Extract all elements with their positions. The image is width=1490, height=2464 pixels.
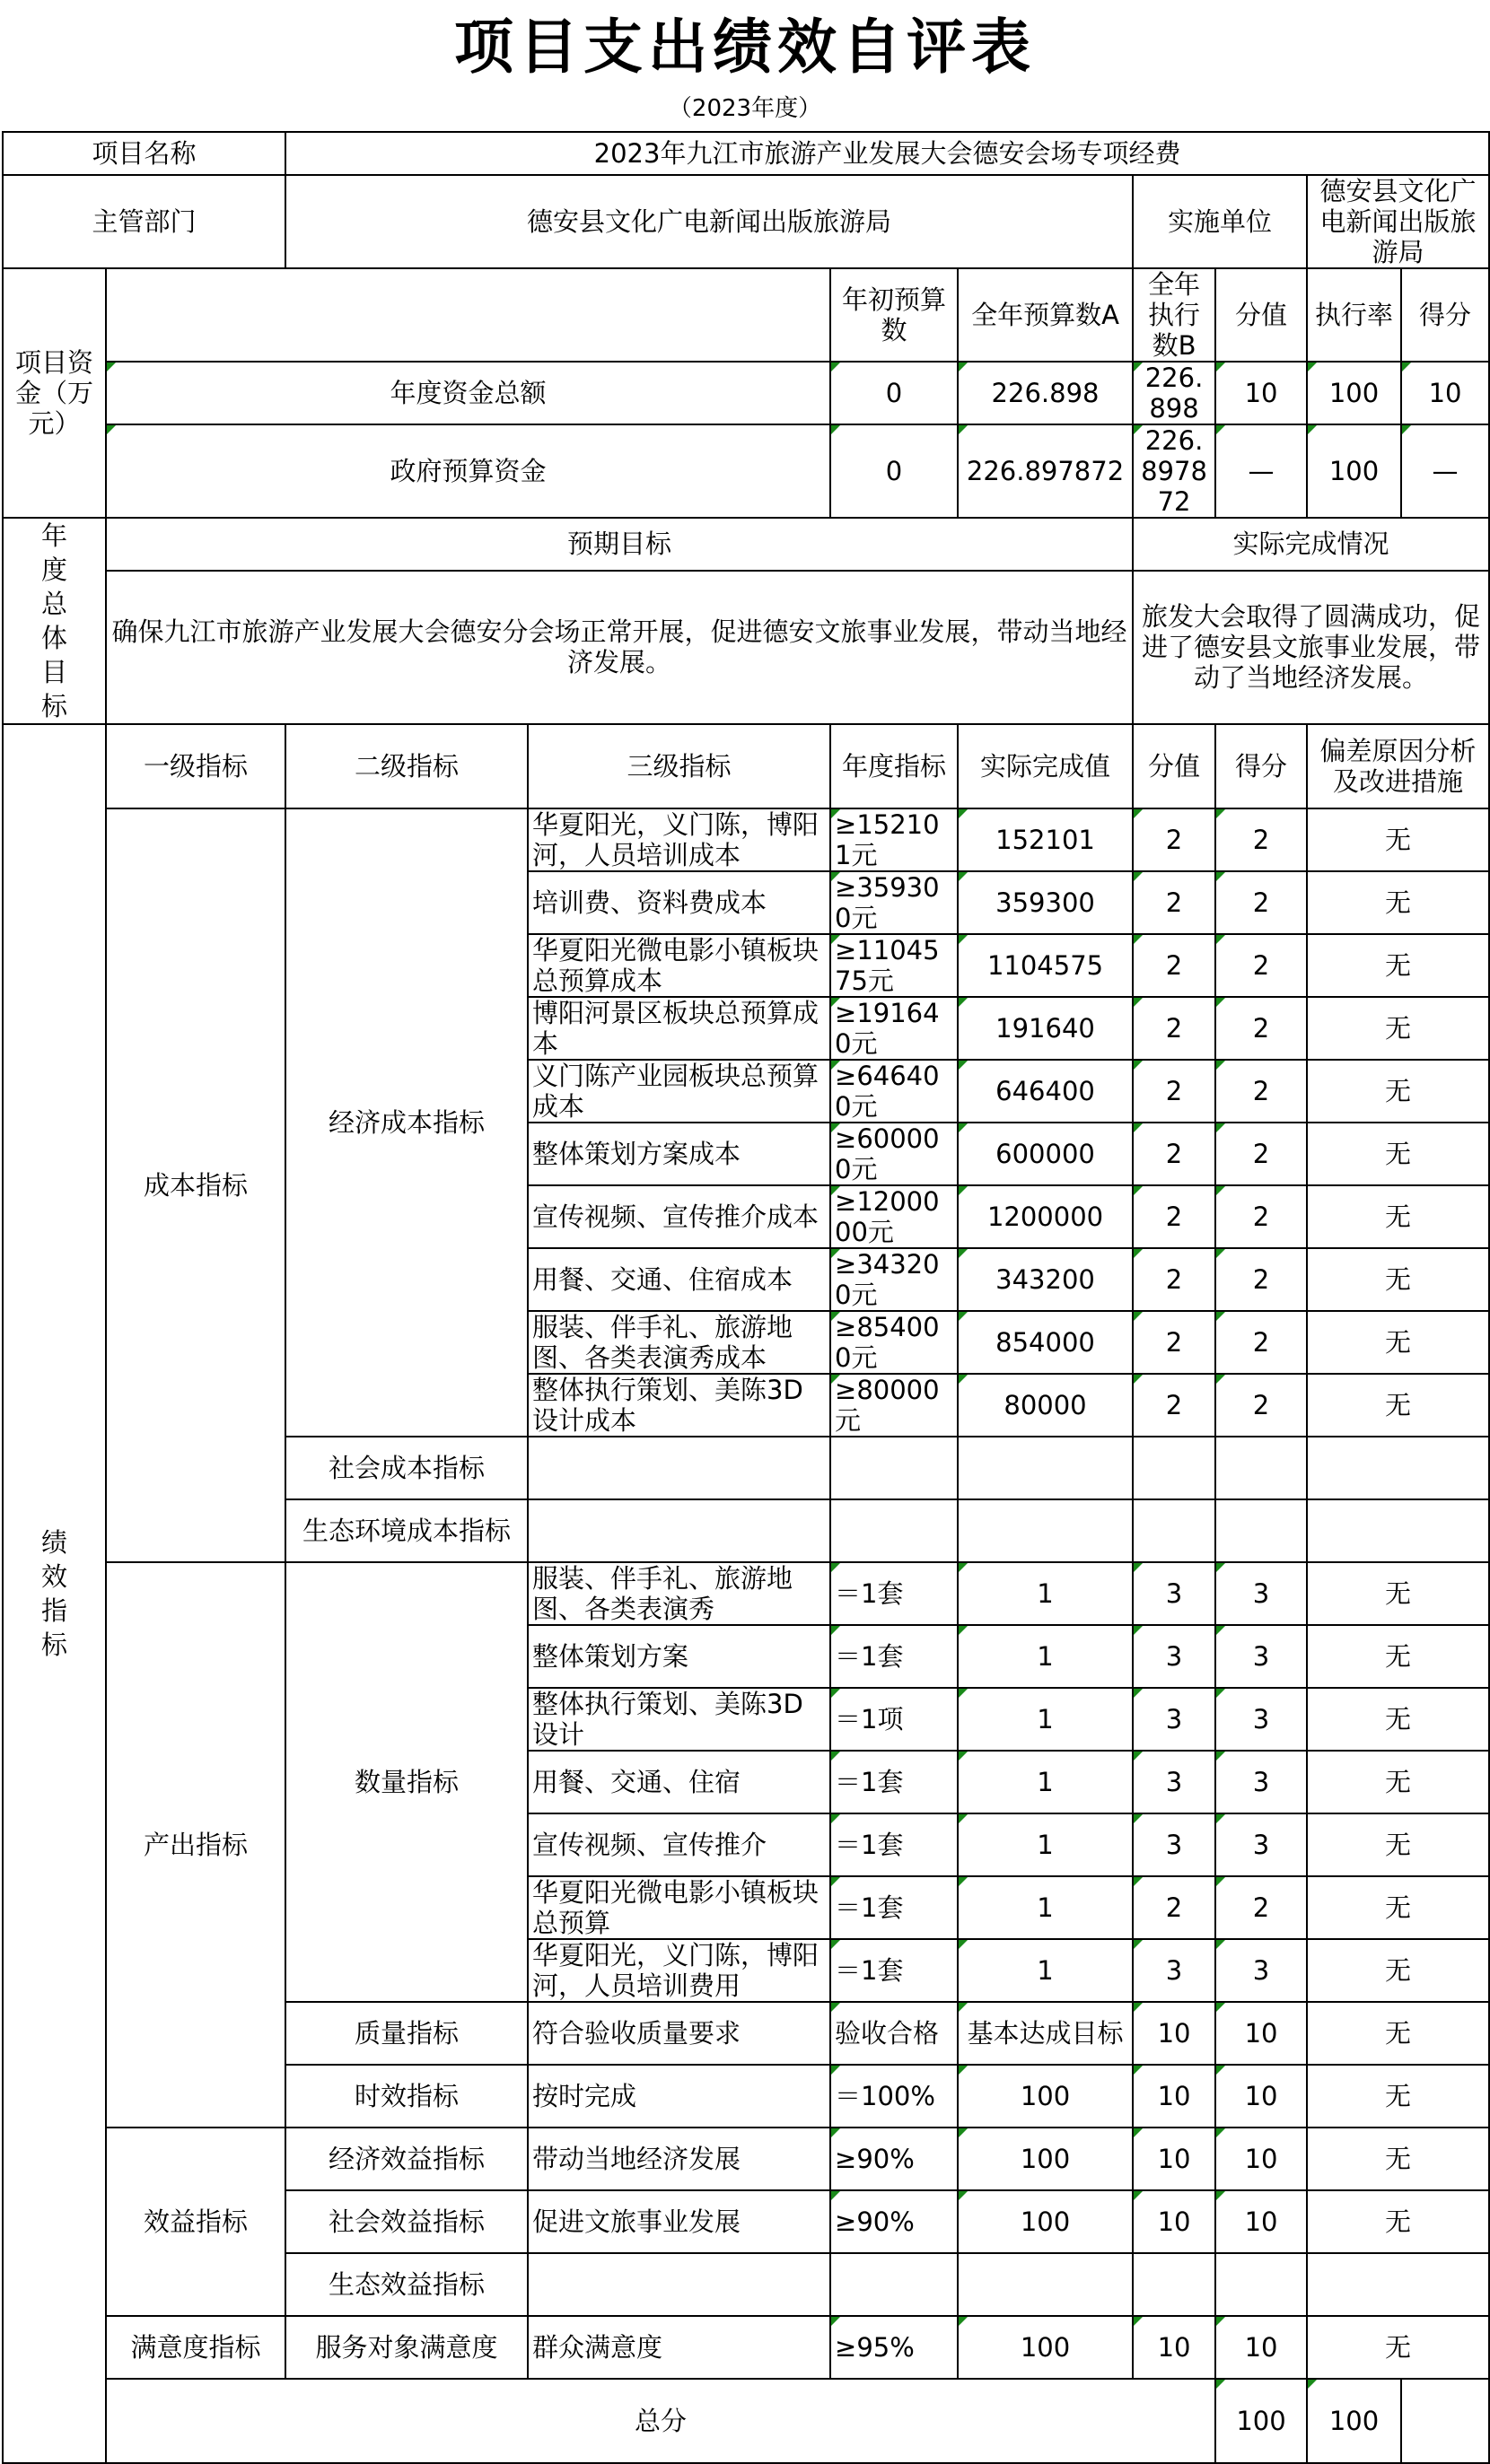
time-row-l3-text: 按时完成 bbox=[532, 2081, 637, 2111]
cost-row-l3 bbox=[528, 1374, 830, 1437]
cost-row-target bbox=[830, 808, 958, 871]
quality-row-reason: 无 bbox=[1307, 2002, 1489, 2065]
perf-label-text: 绩效指标 bbox=[40, 1527, 67, 1660]
cost-row-target-text: ≥854000元 bbox=[835, 1312, 940, 1373]
cost-row-l3-text: 华夏阳光，义门陈，博阳河，人员培训成本 bbox=[532, 809, 820, 870]
cost-row-reason: 无 bbox=[1307, 1060, 1489, 1123]
cost-row-reason: 无 bbox=[1307, 1123, 1489, 1185]
cost-row-score: 2 bbox=[1215, 997, 1307, 1060]
cost-row-reason: 无 bbox=[1307, 997, 1489, 1060]
time-row-score: 10 bbox=[1215, 2065, 1307, 2128]
econ-benefit-row-score-value: 10 bbox=[1133, 2128, 1215, 2190]
group-eco-benefit: 生态效益指标 bbox=[285, 2253, 528, 2316]
cost-row-target bbox=[830, 997, 958, 1060]
evaluation-table bbox=[2, 131, 1490, 2464]
cost-row-l3 bbox=[528, 1060, 830, 1123]
cost-row-score: 2 bbox=[1215, 1248, 1307, 1311]
satisfaction-row-l3-text: 群众满意度 bbox=[532, 2332, 663, 2363]
cost-row-l3 bbox=[528, 871, 830, 934]
project-name-value: 2023年九江市旅游产业发展大会德安会场专项经费 bbox=[285, 132, 1489, 175]
col-exec-rate: 执行率 bbox=[1307, 268, 1401, 362]
quantity-row-actual: 1 bbox=[958, 1688, 1133, 1751]
cost-row-l3-text: 用餐、交通、住宿成本 bbox=[532, 1264, 793, 1295]
cost-row-target-text: ≥1104575元 bbox=[835, 935, 940, 996]
social-cost-empty-actual bbox=[958, 1437, 1133, 1499]
social-cost-empty-score bbox=[1215, 1437, 1307, 1499]
cost-row-score-value: 2 bbox=[1133, 934, 1215, 997]
cost-row-l3-text: 宣传视频、宣传推介成本 bbox=[532, 1201, 820, 1232]
cost-row-score-value: 2 bbox=[1133, 808, 1215, 871]
quantity-row-target-text: ＝1套 bbox=[835, 1641, 904, 1672]
header-target: 年度指标 bbox=[830, 724, 958, 808]
cost-row-target-text: ≥646400元 bbox=[835, 1061, 940, 1122]
cost-row-actual: 152101 bbox=[958, 808, 1133, 871]
eco-benefit-empty-actual bbox=[958, 2253, 1133, 2316]
quantity-row-l3 bbox=[528, 1751, 830, 1813]
cost-row-reason: 无 bbox=[1307, 871, 1489, 934]
group-benefit: 效益指标 bbox=[106, 2128, 285, 2316]
fund-full: 226.898 bbox=[958, 362, 1133, 424]
quantity-row-reason: 无 bbox=[1307, 1813, 1489, 1876]
social-benefit-row-target bbox=[830, 2190, 958, 2253]
cost-row-reason: 无 bbox=[1307, 1248, 1489, 1311]
quality-row-actual: 基本达成目标 bbox=[958, 2002, 1133, 2065]
quantity-row-actual: 1 bbox=[958, 1939, 1133, 2002]
group-social-cost: 社会成本指标 bbox=[285, 1437, 528, 1499]
cost-row-actual: 646400 bbox=[958, 1060, 1133, 1123]
cost-row-score: 2 bbox=[1215, 1185, 1307, 1248]
funds-header-row bbox=[3, 268, 1489, 362]
social-benefit-row-reason: 无 bbox=[1307, 2190, 1489, 2253]
social-benefit-row-score: 10 bbox=[1215, 2190, 1307, 2253]
quantity-row-target-text: ＝1套 bbox=[835, 1830, 904, 1860]
group-eco-cost: 生态环境成本指标 bbox=[285, 1499, 528, 1562]
cost-row-score-value: 2 bbox=[1133, 1248, 1215, 1311]
quantity-row-l3 bbox=[528, 1939, 830, 2002]
cost-row-target-text: ≥1200000元 bbox=[835, 1186, 940, 1247]
col-full-budget: 全年预算数A bbox=[958, 268, 1133, 362]
econ-benefit-row bbox=[3, 2128, 1489, 2190]
cost-row-score: 2 bbox=[1215, 1060, 1307, 1123]
quantity-row-l3 bbox=[528, 1688, 830, 1751]
col-score-value: 分值 bbox=[1215, 268, 1307, 362]
quantity-row-l3-text: 整体策划方案 bbox=[532, 1641, 689, 1672]
fund-rate: 100 bbox=[1307, 424, 1401, 518]
econ-benefit-row-target bbox=[830, 2128, 958, 2190]
time-row-score-value: 10 bbox=[1133, 2065, 1215, 2128]
cost-row-score-value: 2 bbox=[1133, 1311, 1215, 1374]
cost-row-l3 bbox=[528, 1123, 830, 1185]
time-row-actual: 100 bbox=[958, 2065, 1133, 2128]
cost-row-l3 bbox=[528, 997, 830, 1060]
cost-row-score: 2 bbox=[1215, 934, 1307, 997]
eco-benefit-empty-l3 bbox=[528, 2253, 830, 2316]
cost-row-l3-text: 培训费、资料费成本 bbox=[532, 887, 767, 918]
cost-row-actual: 854000 bbox=[958, 1311, 1133, 1374]
actual-result-label: 实际完成情况 bbox=[1133, 518, 1489, 571]
cost-row-target bbox=[830, 1060, 958, 1123]
quantity-row-reason: 无 bbox=[1307, 1751, 1489, 1813]
quantity-row-actual: 1 bbox=[958, 1562, 1133, 1625]
quality-row-score-value: 10 bbox=[1133, 2002, 1215, 2065]
cost-row-score: 2 bbox=[1215, 1374, 1307, 1437]
quantity-row-actual: 1 bbox=[958, 1625, 1133, 1688]
quantity-row-target-text: ＝1套 bbox=[835, 1955, 904, 1986]
cost-row-actual: 1200000 bbox=[958, 1185, 1133, 1248]
cost-row-target bbox=[830, 1185, 958, 1248]
cost-row bbox=[3, 808, 1489, 871]
quantity-row-l3-text: 华夏阳光，义门陈，博阳河，人员培训费用 bbox=[532, 1940, 820, 2001]
expected-goal-label: 预期目标 bbox=[106, 518, 1133, 571]
cost-row-reason: 无 bbox=[1307, 1374, 1489, 1437]
quantity-row-score: 3 bbox=[1215, 1751, 1307, 1813]
quantity-row-score: 2 bbox=[1215, 1876, 1307, 1939]
group-quantity: 数量指标 bbox=[285, 1562, 528, 2002]
cost-row-score-value: 2 bbox=[1133, 1123, 1215, 1185]
social-cost-empty-l3 bbox=[528, 1437, 830, 1499]
fund-initial: 0 bbox=[830, 362, 958, 424]
social-benefit-row-l3-text: 促进文旅事业发展 bbox=[532, 2206, 741, 2237]
time-row-l3 bbox=[528, 2065, 830, 2128]
expected-goal-text: 确保九江市旅游产业发展大会德安分会场正常开展，促进德安文旅事业发展，带动当地经济发展。 bbox=[106, 571, 1133, 724]
quantity-row-target bbox=[830, 1562, 958, 1625]
fund-score: — bbox=[1401, 424, 1489, 518]
header-score-value: 分值 bbox=[1133, 724, 1215, 808]
quantity-row-actual: 1 bbox=[958, 1751, 1133, 1813]
time-row-target bbox=[830, 2065, 958, 2128]
eco-cost-empty-sv bbox=[1133, 1499, 1215, 1562]
cost-row-score-value: 2 bbox=[1133, 1185, 1215, 1248]
quantity-row-target-text: ＝1套 bbox=[835, 1892, 904, 1923]
econ-benefit-row-actual: 100 bbox=[958, 2128, 1133, 2190]
implementing-unit-value: 德安县文化广电新闻出版旅游局 bbox=[1307, 175, 1489, 268]
fund-exec: 226.897872 bbox=[1133, 424, 1215, 518]
social-benefit-row-target-text: ≥90% bbox=[835, 2206, 915, 2237]
quantity-row-actual: 1 bbox=[958, 1876, 1133, 1939]
header-level3: 三级指标 bbox=[528, 724, 830, 808]
cost-row-l3-text: 博阳河景区板块总预算成本 bbox=[532, 998, 820, 1059]
goals-header-row bbox=[3, 518, 1489, 571]
fund-name: 年度资金总额 bbox=[106, 362, 830, 424]
quantity-row bbox=[3, 1562, 1489, 1625]
cost-row-l3-text: 义门陈产业园板块总预算成本 bbox=[532, 1061, 820, 1122]
cost-row-score-value: 2 bbox=[1133, 1060, 1215, 1123]
quantity-row-target bbox=[830, 1876, 958, 1939]
cost-row-actual: 191640 bbox=[958, 997, 1133, 1060]
cost-row-actual: 1104575 bbox=[958, 934, 1133, 997]
quality-row-target-text: 验收合格 bbox=[835, 2018, 940, 2049]
econ-benefit-row-l3 bbox=[528, 2128, 830, 2190]
quantity-row-actual: 1 bbox=[958, 1813, 1133, 1876]
quantity-row-l3 bbox=[528, 1876, 830, 1939]
quantity-row-reason: 无 bbox=[1307, 1939, 1489, 2002]
implementing-unit-label: 实施单位 bbox=[1133, 175, 1307, 268]
econ-benefit-row-target-text: ≥90% bbox=[835, 2144, 915, 2174]
quantity-row-l3 bbox=[528, 1813, 830, 1876]
cost-row-reason: 无 bbox=[1307, 808, 1489, 871]
cost-row-score-value: 2 bbox=[1133, 997, 1215, 1060]
fund-exec: 226.898 bbox=[1133, 362, 1215, 424]
quantity-row-target bbox=[830, 1625, 958, 1688]
cost-row-score: 2 bbox=[1215, 871, 1307, 934]
cost-row-reason: 无 bbox=[1307, 934, 1489, 997]
funds-blank-header bbox=[106, 268, 830, 362]
project-name-row bbox=[3, 132, 1489, 175]
cost-row-l3-text: 整体策划方案成本 bbox=[532, 1139, 741, 1169]
eco-benefit-empty-score bbox=[1215, 2253, 1307, 2316]
cost-row-l3-text: 服装、伴手礼、旅游地图、各类表演秀成本 bbox=[532, 1312, 793, 1373]
perf-label bbox=[3, 724, 106, 2463]
cost-row-target-text: ≥152101元 bbox=[835, 809, 940, 870]
goals-label bbox=[3, 518, 106, 724]
goals-label-text: 年度总体目标 bbox=[40, 520, 67, 721]
fund-score-value: — bbox=[1215, 424, 1307, 518]
eco-benefit-empty-target bbox=[830, 2253, 958, 2316]
group-service-satisfaction: 服务对象满意度 bbox=[285, 2316, 528, 2379]
funds-row bbox=[3, 424, 1489, 518]
satisfaction-row-actual: 100 bbox=[958, 2316, 1133, 2379]
cost-row-target bbox=[830, 871, 958, 934]
eco-cost-empty-target bbox=[830, 1499, 958, 1562]
quantity-row-score-value: 3 bbox=[1133, 1939, 1215, 2002]
quantity-row-reason: 无 bbox=[1307, 1876, 1489, 1939]
quality-row-l3-text: 符合验收质量要求 bbox=[532, 2018, 741, 2049]
eco-cost-empty-l3 bbox=[528, 1499, 830, 1562]
group-output: 产出指标 bbox=[106, 1562, 285, 2128]
fund-score-value: 10 bbox=[1215, 362, 1307, 424]
cost-row-actual: 80000 bbox=[958, 1374, 1133, 1437]
total-score: 100 bbox=[1307, 2379, 1401, 2463]
fund-full: 226.897872 bbox=[958, 424, 1133, 518]
time-row-reason: 无 bbox=[1307, 2065, 1489, 2128]
eco-benefit-empty-sv bbox=[1133, 2253, 1215, 2316]
cost-row-score: 2 bbox=[1215, 808, 1307, 871]
quantity-row-score-value: 3 bbox=[1133, 1625, 1215, 1688]
cost-row-score: 2 bbox=[1215, 1311, 1307, 1374]
quantity-row-target-text: ＝1套 bbox=[835, 1767, 904, 1797]
eco-benefit-empty-reason bbox=[1307, 2253, 1489, 2316]
quantity-row-score: 3 bbox=[1215, 1813, 1307, 1876]
header-actual: 实际完成值 bbox=[958, 724, 1133, 808]
quantity-row-score: 3 bbox=[1215, 1939, 1307, 2002]
col-initial-budget: 年初预算数 bbox=[830, 268, 958, 362]
quantity-row-target bbox=[830, 1688, 958, 1751]
quantity-row-score: 3 bbox=[1215, 1625, 1307, 1688]
quality-row-score: 10 bbox=[1215, 2002, 1307, 2065]
cost-row-reason: 无 bbox=[1307, 1311, 1489, 1374]
department-label: 主管部门 bbox=[3, 175, 285, 268]
quantity-row-l3-text: 整体执行策划、美陈3D设计 bbox=[532, 1689, 803, 1750]
social-cost-empty-target bbox=[830, 1437, 958, 1499]
header-level1: 一级指标 bbox=[106, 724, 285, 808]
cost-row-target-text: ≥191640元 bbox=[835, 998, 940, 1059]
satisfaction-row-l3 bbox=[528, 2316, 830, 2379]
social-benefit-row-score-value: 10 bbox=[1133, 2190, 1215, 2253]
social-benefit-row-actual: 100 bbox=[958, 2190, 1133, 2253]
quantity-row-score: 3 bbox=[1215, 1562, 1307, 1625]
cost-row-target bbox=[830, 1374, 958, 1437]
cost-row-target bbox=[830, 934, 958, 997]
cost-row-target-text: ≥600000元 bbox=[835, 1123, 940, 1184]
total-score-value: 100 bbox=[1215, 2379, 1307, 2463]
eco-cost-empty-actual bbox=[958, 1499, 1133, 1562]
quantity-row-l3-text: 用餐、交通、住宿 bbox=[532, 1767, 741, 1797]
cost-row-actual: 343200 bbox=[958, 1248, 1133, 1311]
cost-row-l3 bbox=[528, 934, 830, 997]
quantity-row-reason: 无 bbox=[1307, 1625, 1489, 1688]
cost-row-actual: 600000 bbox=[958, 1123, 1133, 1185]
econ-benefit-row-reason: 无 bbox=[1307, 2128, 1489, 2190]
total-blank bbox=[1401, 2379, 1489, 2463]
col-score: 得分 bbox=[1401, 268, 1489, 362]
quantity-row-l3-text: 华夏阳光微电影小镇板块总预算 bbox=[532, 1877, 820, 1938]
fund-name: 政府预算资金 bbox=[106, 424, 830, 518]
quantity-row-l3-text: 服装、伴手礼、旅游地图、各类表演秀 bbox=[532, 1563, 793, 1624]
quantity-row-target bbox=[830, 1751, 958, 1813]
fund-initial: 0 bbox=[830, 424, 958, 518]
quality-row-target bbox=[830, 2002, 958, 2065]
fund-score: 10 bbox=[1401, 362, 1489, 424]
year-label: （2023年度） bbox=[668, 94, 822, 122]
project-name-label: 项目名称 bbox=[3, 132, 285, 175]
group-satisfaction: 满意度指标 bbox=[106, 2316, 285, 2379]
cost-row-target bbox=[830, 1123, 958, 1185]
satisfaction-row-reason: 无 bbox=[1307, 2316, 1489, 2379]
quantity-row-score-value: 3 bbox=[1133, 1751, 1215, 1813]
cost-row-l3 bbox=[528, 1311, 830, 1374]
quantity-row-l3 bbox=[528, 1562, 830, 1625]
group-econ-benefit: 经济效益指标 bbox=[285, 2128, 528, 2190]
quantity-row-target-text: ＝1套 bbox=[835, 1578, 904, 1609]
cost-row-target-text: ≥359300元 bbox=[835, 872, 940, 933]
cost-row-l3 bbox=[528, 1185, 830, 1248]
cost-row-l3-text: 华夏阳光微电影小镇板块总预算成本 bbox=[532, 935, 820, 996]
eco-cost-empty-score bbox=[1215, 1499, 1307, 1562]
quantity-row-l3-text: 宣传视频、宣传推介 bbox=[532, 1830, 767, 1860]
social-cost-empty-sv bbox=[1133, 1437, 1215, 1499]
cost-row-reason: 无 bbox=[1307, 1185, 1489, 1248]
quantity-row-target bbox=[830, 1939, 958, 2002]
department-value: 德安县文化广电新闻出版旅游局 bbox=[285, 175, 1133, 268]
social-cost-empty-reason bbox=[1307, 1437, 1489, 1499]
funds-row bbox=[3, 362, 1489, 424]
satisfaction-row-target bbox=[830, 2316, 958, 2379]
econ-benefit-row-score: 10 bbox=[1215, 2128, 1307, 2190]
funds-label: 项目资金（万元） bbox=[3, 268, 106, 518]
quantity-row-l3 bbox=[528, 1625, 830, 1688]
total-label: 总分 bbox=[106, 2379, 1215, 2463]
satisfaction-row-score-value: 10 bbox=[1133, 2316, 1215, 2379]
cost-row-target-text: ≥80000元 bbox=[835, 1375, 940, 1436]
group-timeliness: 时效指标 bbox=[285, 2065, 528, 2128]
cost-row-actual: 359300 bbox=[958, 871, 1133, 934]
econ-benefit-row-l3-text: 带动当地经济发展 bbox=[532, 2144, 741, 2174]
cost-row-l3 bbox=[528, 808, 830, 871]
col-executed: 全年执行数B bbox=[1133, 268, 1215, 362]
quantity-row-score-value: 3 bbox=[1133, 1813, 1215, 1876]
fund-rate: 100 bbox=[1307, 362, 1401, 424]
quantity-row-reason: 无 bbox=[1307, 1562, 1489, 1625]
cost-row-l3-text: 整体执行策划、美陈3D设计成本 bbox=[532, 1375, 803, 1436]
satisfaction-row-target-text: ≥95% bbox=[835, 2332, 915, 2363]
quality-row-l3 bbox=[528, 2002, 830, 2065]
eco-cost-empty-reason bbox=[1307, 1499, 1489, 1562]
header-level2: 二级指标 bbox=[285, 724, 528, 808]
quantity-row-target bbox=[830, 1813, 958, 1876]
group-econ-cost: 经济成本指标 bbox=[285, 808, 528, 1437]
social-benefit-row-l3 bbox=[528, 2190, 830, 2253]
header-reason: 偏差原因分析及改进措施 bbox=[1307, 724, 1489, 808]
time-row-target-text: ＝100% bbox=[835, 2081, 935, 2111]
goals-text-row bbox=[3, 571, 1489, 724]
group-quality: 质量指标 bbox=[285, 2002, 528, 2065]
cost-row-l3 bbox=[528, 1248, 830, 1311]
cost-row-target-text: ≥343200元 bbox=[835, 1249, 940, 1310]
quantity-row-target-text: ＝1项 bbox=[835, 1704, 904, 1734]
cost-row-score-value: 2 bbox=[1133, 871, 1215, 934]
actual-result-text: 旅发大会取得了圆满成功，促进了德安县文旅事业发展，带动了当地经济发展。 bbox=[1133, 571, 1489, 724]
perf-header-row bbox=[3, 724, 1489, 808]
quantity-row-score-value: 3 bbox=[1133, 1562, 1215, 1625]
department-row bbox=[3, 175, 1489, 268]
quantity-row-score-value: 2 bbox=[1133, 1876, 1215, 1939]
cost-row-score: 2 bbox=[1215, 1123, 1307, 1185]
group-cost: 成本指标 bbox=[106, 808, 285, 1562]
group-social-benefit: 社会效益指标 bbox=[285, 2190, 528, 2253]
satisfaction-row bbox=[3, 2316, 1489, 2379]
cost-row-target bbox=[830, 1311, 958, 1374]
quantity-row-reason: 无 bbox=[1307, 1688, 1489, 1751]
total-row bbox=[3, 2379, 1489, 2463]
quantity-row-score: 3 bbox=[1215, 1688, 1307, 1751]
quantity-row-score-value: 3 bbox=[1133, 1688, 1215, 1751]
page-title: 项目支出绩效自评表 bbox=[454, 11, 1036, 82]
header-score: 得分 bbox=[1215, 724, 1307, 808]
cost-row-score-value: 2 bbox=[1133, 1374, 1215, 1437]
cost-row-target bbox=[830, 1248, 958, 1311]
satisfaction-row-score: 10 bbox=[1215, 2316, 1307, 2379]
